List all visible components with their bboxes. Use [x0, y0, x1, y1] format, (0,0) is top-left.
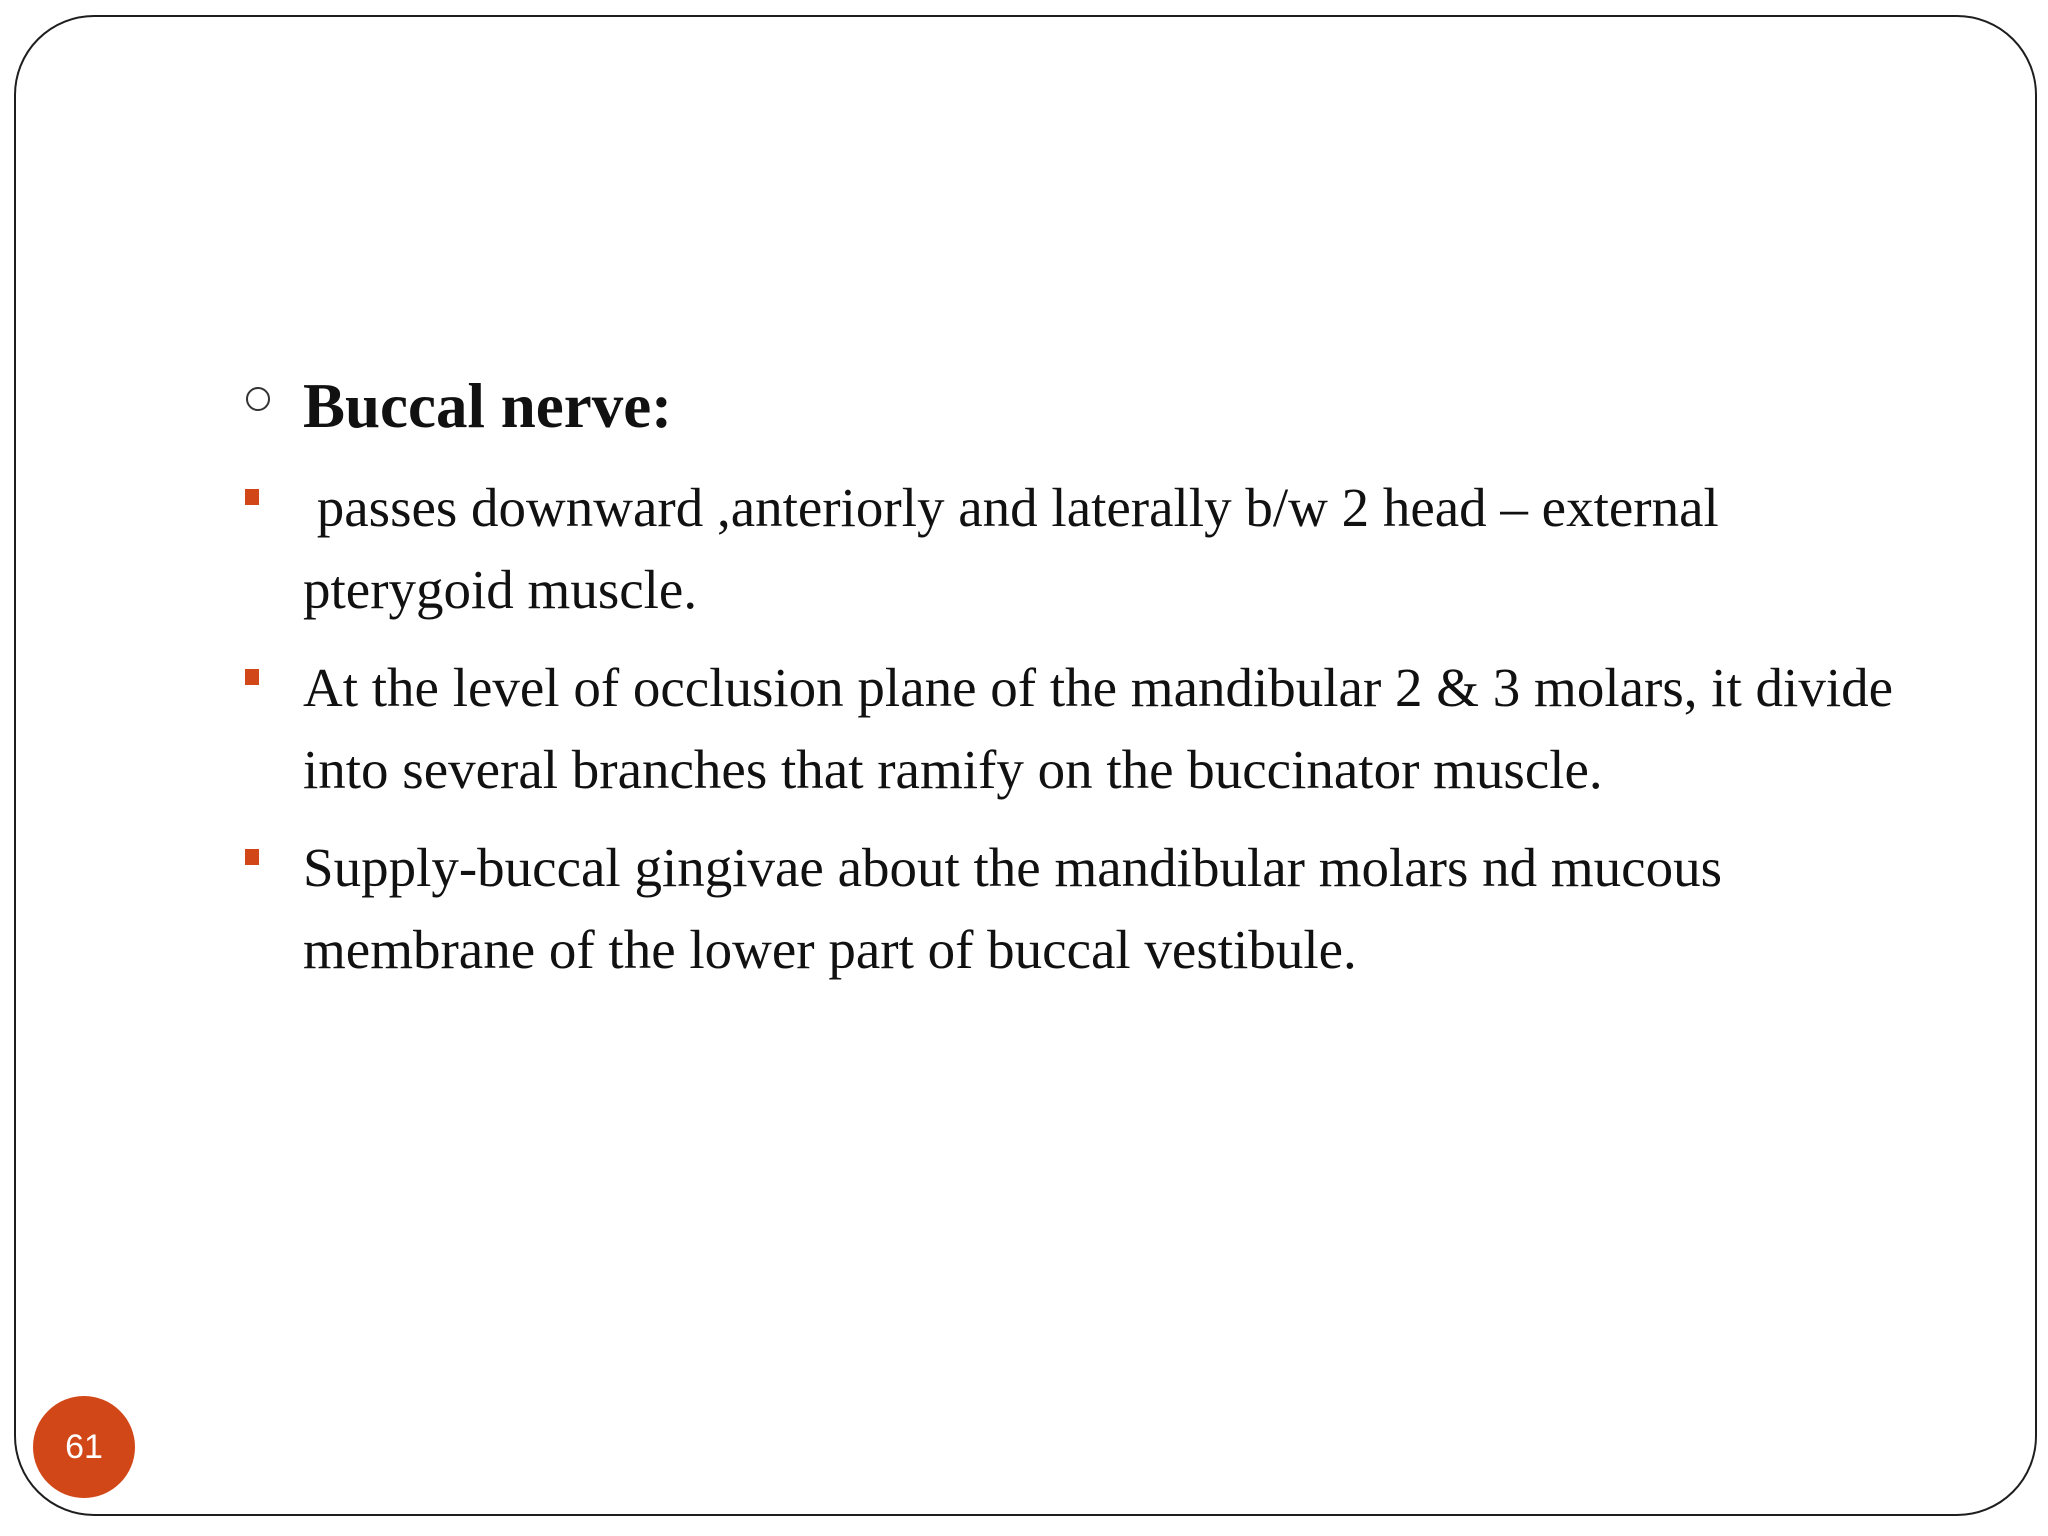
slide-content: [242, 367, 1942, 1007]
square-bullet-icon: [245, 669, 259, 685]
bullet-text: Supply-buccal gingivae about the mandibular molars nd mucous membrane of the lower part of buccal vestibule.: [303, 837, 1722, 980]
bullet-text: passes downward ,anteriorly and laterally b/w 2 head – external pterygoid muscle.: [303, 477, 1733, 620]
bullet-text: At the level of occlusion plane of the mandibular 2 & 3 molars, it divide into several branches that ramify on the buccinator muscle.: [303, 657, 1894, 800]
square-bullet-icon: [245, 849, 259, 865]
slide-frame: [14, 15, 2037, 1516]
bullet-list: [242, 467, 1942, 991]
page-number-badge: 61: [33, 1396, 135, 1498]
circle-bullet-icon: [246, 387, 270, 411]
list-item: [242, 467, 1942, 631]
list-item: [242, 647, 1942, 811]
slide-heading: Buccal nerve:: [303, 371, 673, 441]
list-item: [242, 827, 1942, 991]
square-bullet-icon: [245, 489, 259, 505]
heading-row: [242, 367, 1942, 457]
